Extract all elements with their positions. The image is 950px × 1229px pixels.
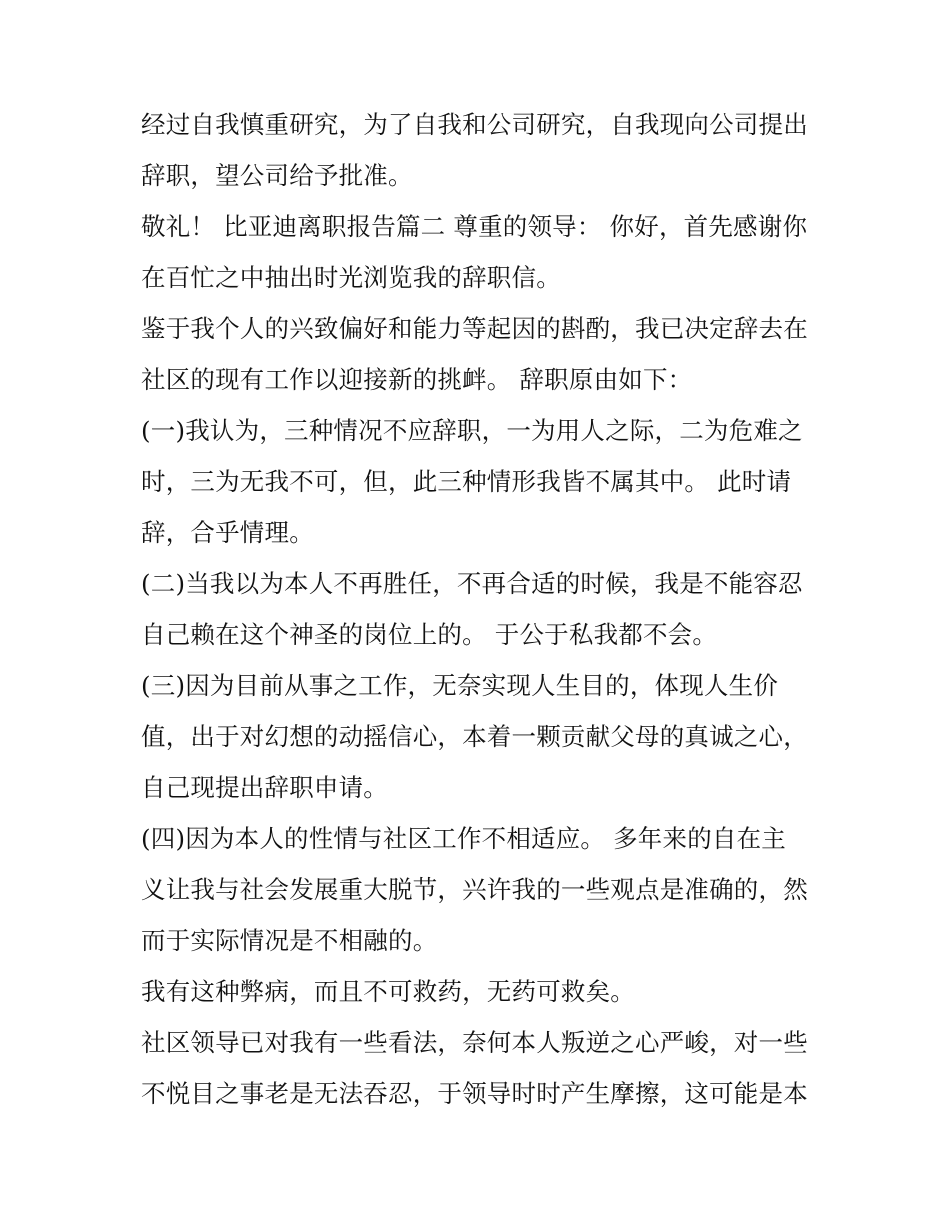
text-line: (二)当我以为本人不再胜任，不再合适的时候，我是不能容忍 (141, 569, 803, 598)
text-line: (一)我认为，三种情况不应辞职，一为用人之际，二为危难之 (141, 416, 803, 445)
text-line: 社区领导已对我有一些看法，奈何本人叛逆之心严峻，对一些 (141, 1028, 808, 1057)
text-line: 义让我与社会发展重大脱节，兴许我的一些观点是准确的，然 (141, 875, 808, 904)
text-line: 敬礼！ 比亚迪离职报告篇二 尊重的领导： 你好，首先感谢你 (141, 212, 808, 241)
text-line: 经过自我慎重研究，为了自我和公司研究，自我现向公司提出 (141, 110, 808, 139)
text-line: 社区的现有工作以迎接新的挑衅。 辞职原由如下： (141, 365, 693, 394)
text-line: (四)因为本人的性情与社区工作不相适应。 多年来的自在主 (141, 824, 787, 853)
text-line: 我有这种弊病，而且不可救药，无药可救矣。 (141, 977, 635, 1006)
text-line: 鉴于我个人的兴致偏好和能力等起因的斟酌，我已决定辞去在 (141, 314, 808, 343)
text-line: 而于实际情况是不相融的。 (141, 926, 438, 955)
text-line: 不悦目之事老是无法吞忍，于领导时时产生摩擦，这可能是本 (141, 1079, 808, 1108)
text-line: 时，三为无我不可，但，此三种情形我皆不属其中。 此时请 (141, 467, 792, 496)
text-line: 辞职，望公司给予批准。 (141, 161, 413, 190)
text-line: 自己赖在这个神圣的岗位上的。 于公于私我都不会。 (141, 620, 718, 649)
text-line: 值，出于对幻想的动摇信心，本着一颗贡献父母的真诚之心， (141, 722, 808, 751)
text-line: 在百忙之中抽出时光浏览我的辞职信。 (141, 263, 561, 292)
text-line: (三)因为目前从事之工作，无奈实现人生目的，体现人生价 (141, 671, 779, 700)
text-line: 自己现提出辞职申请。 (141, 773, 388, 802)
text-line: 辞，合乎情理。 (141, 518, 314, 547)
